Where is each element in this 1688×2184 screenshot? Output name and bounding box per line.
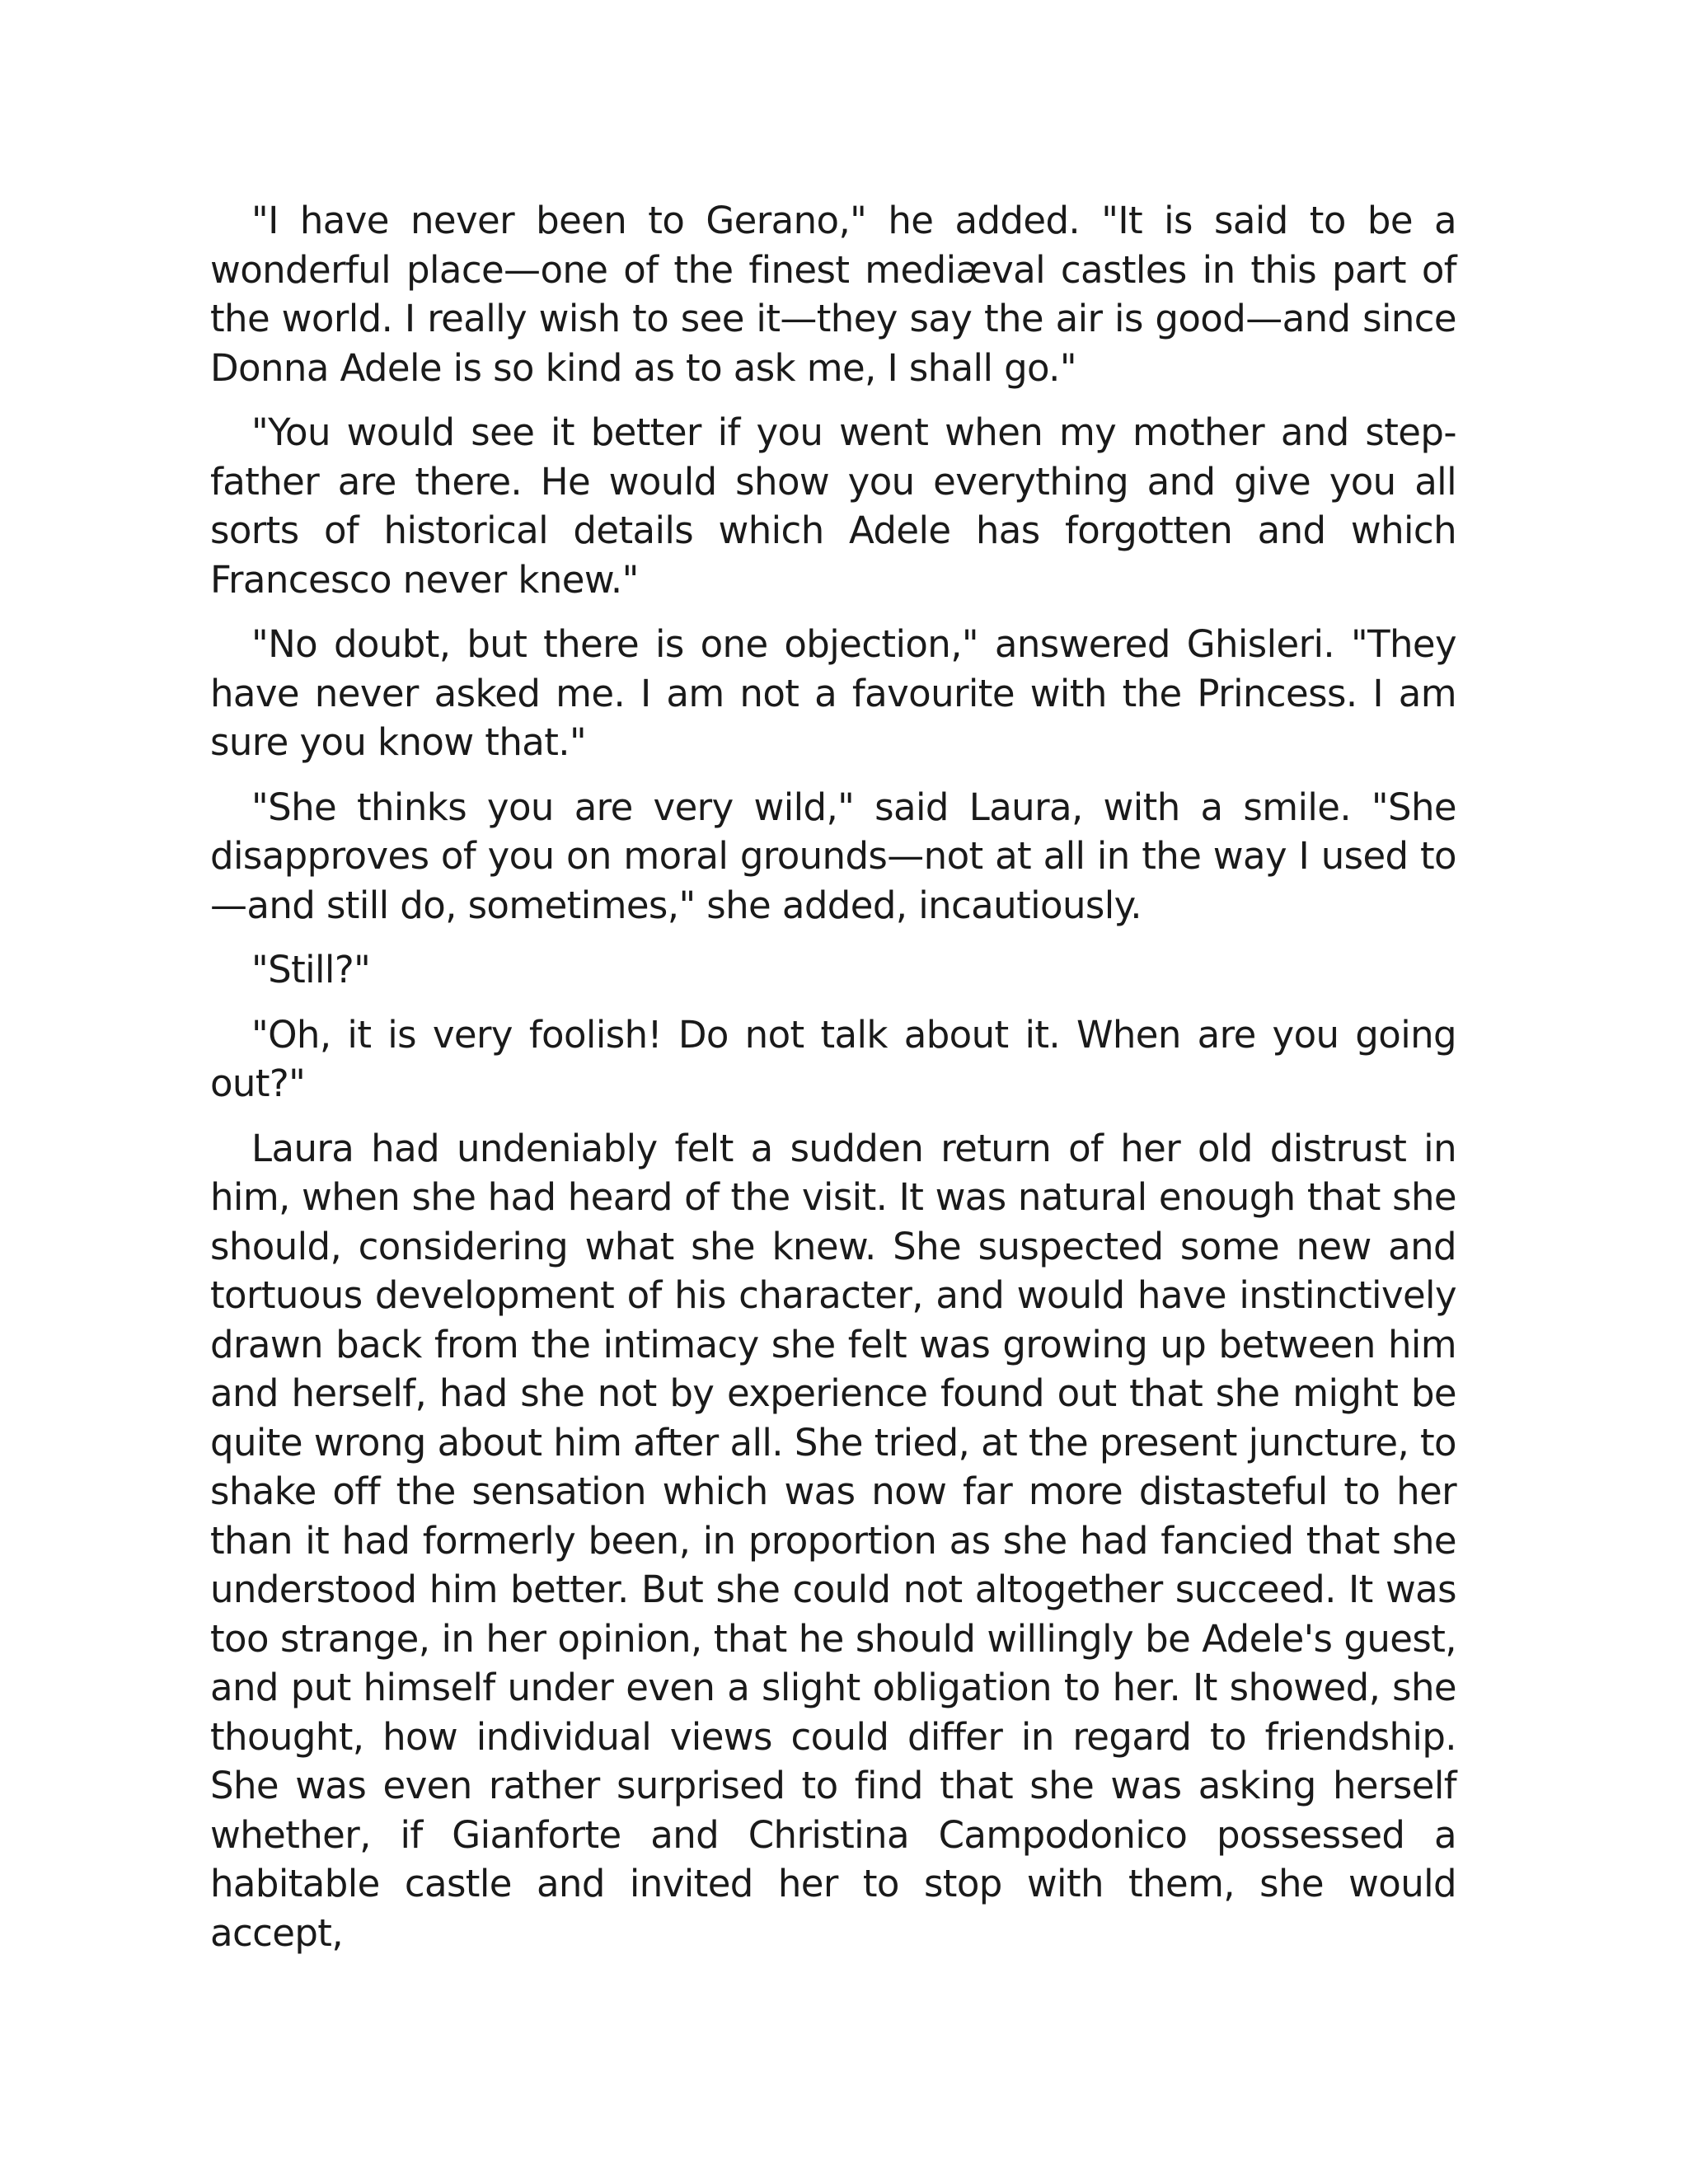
paragraph-3: "No doubt, but there is one objection," answered Ghisleri. "They have never asked me. I am not a favourite with the Princess. I am sure you know that." [210, 622, 1456, 764]
paragraph-5: "Still?" [251, 948, 371, 991]
paragraph-6: "Oh, it is very foolish! Do not talk about it. When are you going out?" [210, 1012, 1456, 1105]
paragraph-4: "She thinks you are very wild," said Laura, with a smile. "She disapproves of you on moral grounds—not at all in the way I used to —and still do, sometimes," she added, incautiously. [210, 785, 1456, 927]
paragraph-7: Laura had undeniably felt a sudden return of her old distrust in him, when she had heard of the visit. It was natural enough that she should, considering what she knew. She suspected some new and tortuous development of his character, and would have instinctively drawn back from the intimacy she felt was growing up between him and herself, had she not by experience found out that she might be quite wrong about him after all. She tried, at the present juncture, to shake off the sensation which was now far more distasteful to her than it had formerly been, in proportion as she had fancied that she understood him better. But she could not altogether succeed. It was too strange, in her opinion, that he should willingly be Adele's guest, and put himself under even a slight obligation to her. It showed, she thought, how individual views could differ in regard to friendship. She was even rather surprised to find that she was asking herself whether, if Gianforte and Christina Campodonico possessed a habitable castle and invited her to stop with them, she would accept, [210, 1126, 1456, 1955]
page-body [210, 196, 1456, 1973]
paragraph-2: "You would see it better if you went when my mother and step-father are there. He would show you everything and give you all sorts of historical details which Adele has forgotten and which Francesco never knew." [210, 410, 1456, 602]
paragraph-1: "I have never been to Gerano," he added. "It is said to be a wonderful place—one of the finest mediæval castles in this part of the world. I really wish to see it—they say the air is good—and since Donna Adele is so kind as to ask me, I shall go." [210, 199, 1456, 390]
